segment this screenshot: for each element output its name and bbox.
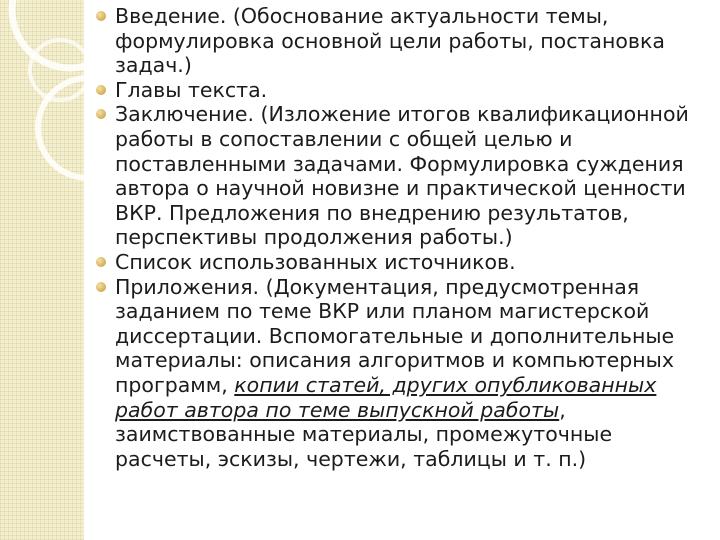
bullet-icon [96, 85, 106, 95]
list-item-chapters [96, 78, 708, 103]
decorative-side-band [0, 0, 84, 540]
bullet-list [96, 4, 708, 471]
list-item-text-emphasis: копии статей, других опубликованных работ автора по теме выпускной работы [115, 372, 657, 422]
bullet-icon [96, 257, 106, 267]
list-item-appendices [96, 275, 708, 472]
bullet-icon [96, 11, 106, 21]
bullet-icon [96, 109, 106, 119]
list-item-text-after: , заимствованные материалы, промежуточные расчеты, эскизы, чертежи, таблицы и т. п.) [115, 397, 613, 471]
list-item-references [96, 250, 708, 275]
list-item-text: Главы текста. [115, 77, 268, 102]
list-item-text: Заключение. (Изложение итогов квалификационной работы в сопоставлении с общей целью и поставленными задачами. Формулировка суждения автора о научной новизне и практической ценности ВКР. Предложения по внедрению результатов, перспективы продолжения работы.) [115, 102, 689, 250]
list-item-conclusion [96, 102, 708, 250]
list-item-text: Список использованных источников. [115, 249, 516, 274]
list-item-text-before: Приложения. (Документация, предусмотренная заданием по теме ВКР или планом магистерской диссертации. Вспомогательные и дополнительные материалы: описания алгоритмов и компьютерных программ, [115, 274, 675, 397]
bullet-icon [96, 282, 106, 292]
list-item-text: Введение. (Обоснование актуальности темы, формулировка основной цели работы, постановка задач.) [115, 4, 665, 78]
decorative-circles [0, 0, 84, 540]
list-item-introduction [96, 4, 708, 78]
